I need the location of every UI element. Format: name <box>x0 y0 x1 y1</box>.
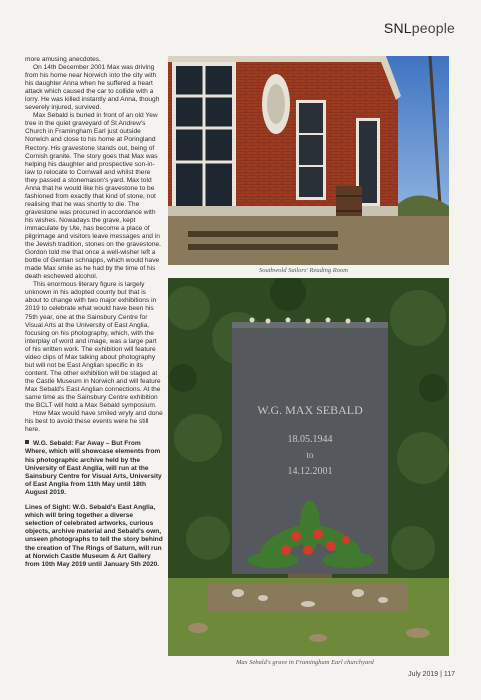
reading-room-caption: Southwold Sailors' Reading Room <box>259 267 348 274</box>
reading-room-illustration <box>168 56 449 265</box>
article-paragraph: more amusing anecdotes. <box>25 56 101 63</box>
grave-name-text: W.G. MAX SEBALD <box>257 403 363 417</box>
grave-caption: Max Sebald's grave in Framingham Earl churchyard <box>236 659 374 666</box>
brand-snl: SNL <box>383 20 412 36</box>
grave-photo <box>168 278 449 656</box>
grave-death-date: 14.12.2001 <box>287 466 333 477</box>
grave-illustration <box>168 278 449 656</box>
brand-people: people <box>411 20 455 36</box>
magazine-section-brand <box>384 20 455 36</box>
grave-birth-date: 18.05.1944 <box>287 434 333 445</box>
article-column <box>25 56 163 569</box>
article-paragraph: On 14th December 2001 Max was driving from his home near Norwich into the city with his daughter Anna when he suffered a heart attack which caused the car to collide with a lorry. He was killed instantly and Anna, though severely injured, survived. <box>25 64 160 112</box>
article-paragraph: Max Sebald is buried in front of an old Yew tree in the quiet graveyard of St Andrew's Church in Framingham Earl just outside Norwich and close to his home at Poringland Rectory. His gravestone stands out, being of Cornish granite. The story goes that Max was helping his daughter and prospective son-in-law to relocate to Cornwall and whilst there they passed a stonemason's yard. Max told Anna that he would like his gravestone to be fashioned from exactly that kind of stone, not realising that he was shortly to die. The gravestone was procured in accordance with his wishes. Nowadays the grave, kept immaculate by Ute, has become a place of pilgrimage and visitors leave messages and in the Jewish tradition, stones on the gravestone. Gordon told me that once a well-wisher left a bottle of Gentian schnapps, which would have made Max smile as he had by the time of his death eschewed alcohol. <box>25 112 161 281</box>
page-footer: July 2019 | 117 <box>408 671 455 678</box>
grave-to-word: to <box>306 450 314 460</box>
article-paragraph: How Max would have smiled wryly and done his best to avoid these events were he still here. <box>25 410 163 434</box>
bullet-square-icon <box>25 440 29 444</box>
article-paragraph: This enormous literary figure is largely unknown in his adopted county but that is about to change with two major exhibitions in 2019 to celebrate what would have been his 75th year, one at the Sainsbury Centre for Visual Arts at the University of East Anglia, focusing on his photography, which, with the interplay of word and image, was a large part of his written work. The exhibition will feature video clips of Max talking about photography but will not be East Anglian specific in its content. The other exhibition will be staged at the Castle Museum in Norwich and will feature Max Sebald's East Anglian connections. At the same time as the Sainsbury Centre exhibition the BCLT will hold a Max Sebald symposium. <box>25 281 161 410</box>
exhibition-note <box>25 440 163 497</box>
exhibition-note: Lines of Sight: W.G. Sebald's East Anglia, which will bring together a diverse selection of celebrated artworks, curious objects, archive material and Sebald's own, unseen photographs to tell the story behind the creation of The Rings of Saturn, will run at Norwich Castle Museum & Art Gallery from 10th May 2019 until January 5th 2020. <box>25 503 163 569</box>
reading-room-photo <box>168 56 449 265</box>
exhibition-note-text: W.G. Sebald: Far Away – But From Where, which will showcase elements from his photographic archive held by the University of East Anglia, will run at the Sainsbury Centre for Visual Arts, University of East Anglia from 11th May until 18th August 2019. <box>25 440 162 497</box>
